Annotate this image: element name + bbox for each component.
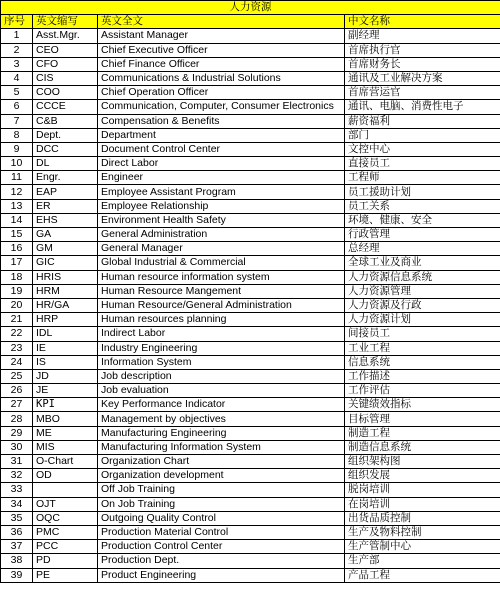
table-row bbox=[1, 426, 500, 440]
cell-abbreviation[interactable]: HRP bbox=[33, 313, 98, 327]
header-zh[interactable]: 中文名称 bbox=[345, 15, 500, 29]
table-row bbox=[1, 540, 500, 554]
cell-abbreviation[interactable]: HRM bbox=[33, 284, 98, 298]
cell-abbreviation[interactable]: JD bbox=[33, 369, 98, 383]
cell-english-full[interactable]: Department bbox=[98, 128, 345, 142]
cell-chinese-name[interactable]: 关键绩效指标 bbox=[345, 398, 500, 412]
cell-english-full[interactable]: Human Resource Mangement bbox=[98, 284, 345, 298]
cell-number[interactable]: 32 bbox=[1, 469, 33, 483]
cell-abbreviation[interactable]: GA bbox=[33, 228, 98, 242]
table-row bbox=[1, 554, 500, 568]
cell-number[interactable]: 16 bbox=[1, 242, 33, 256]
table-row bbox=[1, 313, 500, 327]
table-row bbox=[1, 256, 500, 270]
cell-english-full[interactable]: Organization Chart bbox=[98, 455, 345, 469]
cell-english-full[interactable]: Manufacturing Information System bbox=[98, 440, 345, 454]
table-row bbox=[1, 568, 500, 582]
cell-number[interactable]: 1 bbox=[1, 29, 33, 43]
header-abbr[interactable]: 英文缩写 bbox=[33, 15, 98, 29]
table-row bbox=[1, 270, 500, 284]
cell-chinese-name[interactable]: 文控中心 bbox=[345, 142, 500, 156]
cell-english-full[interactable]: Assistant Manager bbox=[98, 29, 345, 43]
cell-english-full[interactable]: Document Control Center bbox=[98, 142, 345, 156]
cell-english-full[interactable]: Chief Executive Officer bbox=[98, 43, 345, 57]
cell-chinese-name[interactable]: 工程师 bbox=[345, 171, 500, 185]
cell-english-full[interactable]: Job description bbox=[98, 369, 345, 383]
cell-number[interactable]: 39 bbox=[1, 568, 33, 582]
cell-chinese-name[interactable]: 工业工程 bbox=[345, 341, 500, 355]
table-row bbox=[1, 455, 500, 469]
cell-number[interactable]: 4 bbox=[1, 71, 33, 85]
table-row bbox=[1, 57, 500, 71]
table-row bbox=[1, 100, 500, 114]
cell-number[interactable]: 38 bbox=[1, 554, 33, 568]
cell-english-full[interactable]: Chief Finance Officer bbox=[98, 57, 345, 71]
cell-chinese-name[interactable]: 生产部 bbox=[345, 554, 500, 568]
table-row bbox=[1, 483, 500, 497]
cell-chinese-name[interactable]: 目标管理 bbox=[345, 412, 500, 426]
cell-abbreviation[interactable]: PD bbox=[33, 554, 98, 568]
cell-abbreviation[interactable]: HRIS bbox=[33, 270, 98, 284]
cell-abbreviation[interactable]: KPI bbox=[33, 398, 98, 412]
cell-number[interactable]: 3 bbox=[1, 57, 33, 71]
table-row bbox=[1, 171, 500, 185]
cell-chinese-name[interactable]: 首席财务长 bbox=[345, 57, 500, 71]
cell-english-full[interactable]: Production Material Control bbox=[98, 525, 345, 539]
cell-number[interactable]: 18 bbox=[1, 270, 33, 284]
table-row bbox=[1, 341, 500, 355]
cell-number[interactable]: 9 bbox=[1, 142, 33, 156]
cell-chinese-name[interactable]: 人力资源信息系统 bbox=[345, 270, 500, 284]
cell-chinese-name[interactable]: 部门 bbox=[345, 128, 500, 142]
cell-abbreviation[interactable]: OQC bbox=[33, 511, 98, 525]
cell-number[interactable]: 19 bbox=[1, 284, 33, 298]
cell-english-full[interactable]: Communications & Industrial Solutions bbox=[98, 71, 345, 85]
cell-abbreviation[interactable]: ME bbox=[33, 426, 98, 440]
cell-number[interactable]: 33 bbox=[1, 483, 33, 497]
table-row bbox=[1, 412, 500, 426]
table-row bbox=[1, 71, 500, 85]
cell-english-full[interactable]: Compensation & Benefits bbox=[98, 114, 345, 128]
cell-number[interactable]: 17 bbox=[1, 256, 33, 270]
cell-english-full[interactable]: Key Performance Indicator bbox=[98, 398, 345, 412]
cell-english-full[interactable]: Employee Relationship bbox=[98, 199, 345, 213]
cell-chinese-name[interactable]: 行政管理 bbox=[345, 228, 500, 242]
cell-abbreviation[interactable]: MBO bbox=[33, 412, 98, 426]
cell-abbreviation[interactable]: EHS bbox=[33, 213, 98, 227]
cell-english-full[interactable]: Production Dept. bbox=[98, 554, 345, 568]
cell-english-full[interactable]: Industry Engineering bbox=[98, 341, 345, 355]
cell-abbreviation[interactable]: CCCE bbox=[33, 100, 98, 114]
cell-chinese-name[interactable]: 人力资源管理 bbox=[345, 284, 500, 298]
table-row bbox=[1, 142, 500, 156]
cell-abbreviation[interactable]: COO bbox=[33, 86, 98, 100]
cell-abbreviation[interactable]: IDL bbox=[33, 327, 98, 341]
cell-english-full[interactable]: Employee Assistant Program bbox=[98, 185, 345, 199]
cell-chinese-name[interactable]: 薪资福利 bbox=[345, 114, 500, 128]
cell-chinese-name[interactable]: 总经理 bbox=[345, 242, 500, 256]
cell-chinese-name[interactable]: 工作评估 bbox=[345, 384, 500, 398]
cell-english-full[interactable]: General Manager bbox=[98, 242, 345, 256]
cell-abbreviation[interactable]: JE bbox=[33, 384, 98, 398]
cell-abbreviation[interactable]: MIS bbox=[33, 440, 98, 454]
cell-english-full[interactable]: Environment Health Safety bbox=[98, 213, 345, 227]
cell-abbreviation[interactable]: PMC bbox=[33, 525, 98, 539]
cell-chinese-name[interactable]: 首席执行官 bbox=[345, 43, 500, 57]
cell-number[interactable]: 27 bbox=[1, 398, 33, 412]
cell-abbreviation[interactable]: CFO bbox=[33, 57, 98, 71]
table-row bbox=[1, 114, 500, 128]
table-row bbox=[1, 469, 500, 483]
cell-chinese-name[interactable]: 信息系统 bbox=[345, 355, 500, 369]
table-row bbox=[1, 199, 500, 213]
cell-number[interactable]: 31 bbox=[1, 455, 33, 469]
table-row bbox=[1, 228, 500, 242]
cell-abbreviation[interactable]: CEO bbox=[33, 43, 98, 57]
cell-chinese-name[interactable]: 环境、健康、安全 bbox=[345, 213, 500, 227]
cell-abbreviation[interactable]: Asst.Mgr. bbox=[33, 29, 98, 43]
cell-chinese-name[interactable]: 通讯、电脑、消费性电子 bbox=[345, 100, 500, 114]
table-row bbox=[1, 185, 500, 199]
cell-abbreviation[interactable]: GIC bbox=[33, 256, 98, 270]
table-row bbox=[1, 511, 500, 525]
table-row bbox=[1, 86, 500, 100]
cell-chinese-name[interactable]: 制造工程 bbox=[345, 426, 500, 440]
sheet-title[interactable]: 人力资源 bbox=[1, 1, 500, 15]
table-row bbox=[1, 284, 500, 298]
table-row bbox=[1, 384, 500, 398]
table-row bbox=[1, 242, 500, 256]
cell-number[interactable]: 30 bbox=[1, 440, 33, 454]
cell-abbreviation[interactable]: HR/GA bbox=[33, 298, 98, 312]
cell-number[interactable]: 21 bbox=[1, 313, 33, 327]
cell-number[interactable]: 13 bbox=[1, 199, 33, 213]
cell-chinese-name[interactable]: 出货品质控制 bbox=[345, 511, 500, 525]
cell-chinese-name[interactable]: 首席营运官 bbox=[345, 86, 500, 100]
cell-abbreviation[interactable]: C&B bbox=[33, 114, 98, 128]
table-row bbox=[1, 327, 500, 341]
cell-abbreviation[interactable]: DL bbox=[33, 157, 98, 171]
cell-english-full[interactable]: Organization development bbox=[98, 469, 345, 483]
cell-abbreviation[interactable]: GM bbox=[33, 242, 98, 256]
cell-number[interactable]: 28 bbox=[1, 412, 33, 426]
cell-number[interactable]: 11 bbox=[1, 171, 33, 185]
cell-number[interactable]: 2 bbox=[1, 43, 33, 57]
cell-abbreviation[interactable]: OJT bbox=[33, 497, 98, 511]
cell-chinese-name[interactable]: 制造信息系统 bbox=[345, 440, 500, 454]
cell-abbreviation[interactable]: IE bbox=[33, 341, 98, 355]
cell-number[interactable]: 10 bbox=[1, 157, 33, 171]
cell-number[interactable]: 26 bbox=[1, 384, 33, 398]
cell-chinese-name[interactable]: 直接员工 bbox=[345, 157, 500, 171]
cell-chinese-name[interactable]: 员工援助计划 bbox=[345, 185, 500, 199]
cell-number[interactable]: 35 bbox=[1, 511, 33, 525]
cell-chinese-name[interactable]: 全球工业及商业 bbox=[345, 256, 500, 270]
cell-number[interactable]: 12 bbox=[1, 185, 33, 199]
cell-chinese-name[interactable]: 脱岗培训 bbox=[345, 483, 500, 497]
table-row bbox=[1, 369, 500, 383]
cell-english-full[interactable]: Human Resource/General Administration bbox=[98, 298, 345, 312]
cell-english-full[interactable]: Job evaluation bbox=[98, 384, 345, 398]
cell-english-full[interactable]: Information System bbox=[98, 355, 345, 369]
cell-english-full[interactable]: Off Job Training bbox=[98, 483, 345, 497]
table-row bbox=[1, 157, 500, 171]
table-row bbox=[1, 128, 500, 142]
cell-chinese-name[interactable]: 人力资源计划 bbox=[345, 313, 500, 327]
cell-abbreviation[interactable]: CIS bbox=[33, 71, 98, 85]
cell-number[interactable]: 22 bbox=[1, 327, 33, 341]
table-row bbox=[1, 398, 500, 412]
cell-chinese-name[interactable]: 工作描述 bbox=[345, 369, 500, 383]
cell-english-full[interactable]: Human resource information system bbox=[98, 270, 345, 284]
table-row bbox=[1, 497, 500, 511]
cell-chinese-name[interactable]: 组织架构图 bbox=[345, 455, 500, 469]
cell-chinese-name[interactable]: 生产及物料控制 bbox=[345, 525, 500, 539]
table-row bbox=[1, 440, 500, 454]
cell-abbreviation[interactable]: Dept. bbox=[33, 128, 98, 142]
title-row bbox=[1, 1, 500, 15]
cell-english-full[interactable]: General Administration bbox=[98, 228, 345, 242]
cell-number[interactable]: 8 bbox=[1, 128, 33, 142]
cell-english-full[interactable]: Global Industrial & Commercial bbox=[98, 256, 345, 270]
cell-chinese-name[interactable]: 生产管制中心 bbox=[345, 540, 500, 554]
cell-abbreviation[interactable]: EAP bbox=[33, 185, 98, 199]
cell-abbreviation[interactable] bbox=[33, 483, 98, 497]
header-no[interactable]: 序号 bbox=[1, 15, 33, 29]
cell-english-full[interactable]: Manufacturing Engineering bbox=[98, 426, 345, 440]
cell-english-full[interactable]: Chief Operation Officer bbox=[98, 86, 345, 100]
cell-english-full[interactable]: Engineer bbox=[98, 171, 345, 185]
cell-abbreviation[interactable]: PCC bbox=[33, 540, 98, 554]
cell-number[interactable]: 15 bbox=[1, 228, 33, 242]
cell-chinese-name[interactable]: 间接员工 bbox=[345, 327, 500, 341]
cell-abbreviation[interactable]: OD bbox=[33, 469, 98, 483]
cell-english-full[interactable]: Product Engineering bbox=[98, 568, 345, 582]
cell-number[interactable]: 23 bbox=[1, 341, 33, 355]
cell-chinese-name[interactable]: 人力资源及行政 bbox=[345, 298, 500, 312]
cell-number[interactable]: 7 bbox=[1, 114, 33, 128]
table-row bbox=[1, 213, 500, 227]
table-row bbox=[1, 43, 500, 57]
cell-abbreviation[interactable]: IS bbox=[33, 355, 98, 369]
cell-number[interactable]: 29 bbox=[1, 426, 33, 440]
cell-abbreviation[interactable]: O-Chart bbox=[33, 455, 98, 469]
cell-chinese-name[interactable]: 组织发展 bbox=[345, 469, 500, 483]
cell-number[interactable]: 20 bbox=[1, 298, 33, 312]
table-row bbox=[1, 298, 500, 312]
cell-number[interactable]: 36 bbox=[1, 525, 33, 539]
header-row bbox=[1, 15, 500, 29]
cell-chinese-name[interactable]: 通讯及工业解决方案 bbox=[345, 71, 500, 85]
cell-number[interactable]: 6 bbox=[1, 100, 33, 114]
cell-english-full[interactable]: Direct Labor bbox=[98, 157, 345, 171]
cell-number[interactable]: 5 bbox=[1, 86, 33, 100]
table-row bbox=[1, 355, 500, 369]
cell-english-full[interactable]: On Job Training bbox=[98, 497, 345, 511]
cell-english-full[interactable]: Human resources planning bbox=[98, 313, 345, 327]
cell-number[interactable]: 25 bbox=[1, 369, 33, 383]
cell-abbreviation[interactable]: Engr. bbox=[33, 171, 98, 185]
cell-english-full[interactable]: Production Control Center bbox=[98, 540, 345, 554]
cell-abbreviation[interactable]: DCC bbox=[33, 142, 98, 156]
cell-english-full[interactable]: Management by objectives bbox=[98, 412, 345, 426]
cell-chinese-name[interactable]: 在岗培训 bbox=[345, 497, 500, 511]
cell-chinese-name[interactable]: 员工关系 bbox=[345, 199, 500, 213]
table-row bbox=[1, 525, 500, 539]
cell-number[interactable]: 24 bbox=[1, 355, 33, 369]
cell-number[interactable]: 37 bbox=[1, 540, 33, 554]
cell-english-full[interactable]: Indirect Labor bbox=[98, 327, 345, 341]
table-row bbox=[1, 29, 500, 43]
cell-abbreviation[interactable]: ER bbox=[33, 199, 98, 213]
cell-abbreviation[interactable]: PE bbox=[33, 568, 98, 582]
cell-chinese-name[interactable]: 产品工程 bbox=[345, 568, 500, 582]
cell-english-full[interactable]: Communication, Computer, Consumer Electronics bbox=[98, 100, 345, 114]
cell-chinese-name[interactable]: 副经理 bbox=[345, 29, 500, 43]
cell-number[interactable]: 34 bbox=[1, 497, 33, 511]
cell-english-full[interactable]: Outgoing Quality Control bbox=[98, 511, 345, 525]
header-full[interactable]: 英文全文 bbox=[98, 15, 345, 29]
cell-number[interactable]: 14 bbox=[1, 213, 33, 227]
